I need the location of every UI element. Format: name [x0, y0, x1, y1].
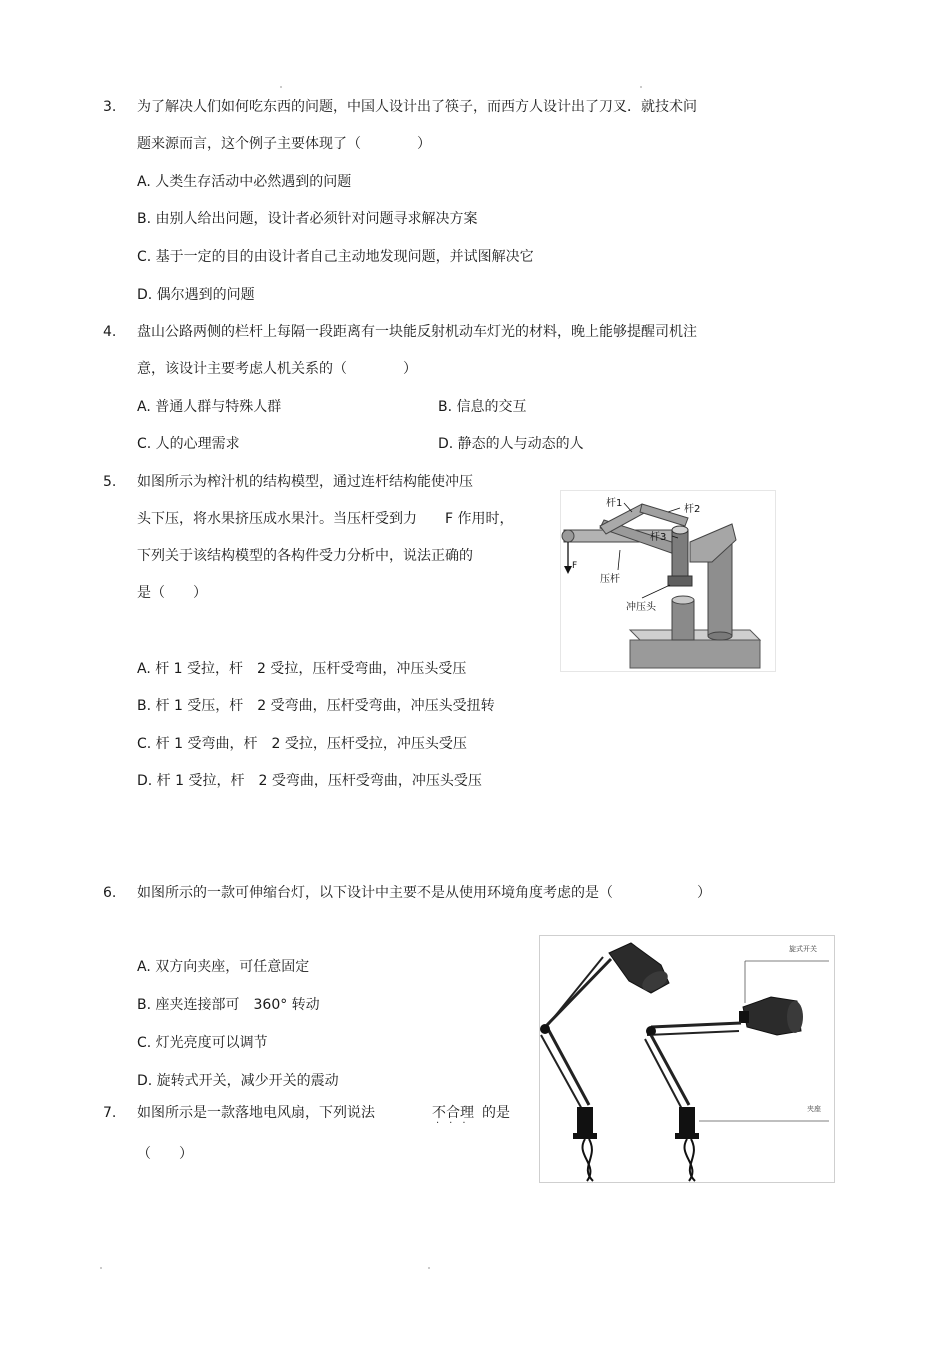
- question-stem-line: 的是: [482, 1105, 510, 1121]
- question-number: 7.: [103, 1105, 117, 1121]
- desk-lamp-figure: [539, 935, 835, 1183]
- option-d: D. 杆 1 受拉，杆 2 受弯曲，压杆受弯曲，冲压头受压: [137, 773, 482, 789]
- emphasis-dots: ···: [436, 1118, 476, 1129]
- option-a: A. 人类生存活动中必然遇到的问题: [137, 174, 352, 190]
- fruit-cylinder-top: [672, 596, 694, 604]
- question-number: 5.: [103, 474, 117, 490]
- option-b: B. 座夹连接部可 360° 转动: [137, 997, 320, 1013]
- question-stem-line: 头下压，将水果挤压成水果汁。当压杆受到力 F 作用时，: [137, 511, 514, 527]
- question-stem-line: 如图所示是一款落地电风扇，下列说法: [137, 1105, 375, 1121]
- label-rod-1: 杆1: [606, 498, 623, 509]
- question-stem-line: （ ）: [137, 1146, 193, 1162]
- clamp-left: [577, 1107, 593, 1133]
- label-lever: 压杆: [600, 574, 620, 585]
- scan-speck: [280, 86, 282, 88]
- label-clamp: 夹座: [807, 1105, 821, 1113]
- emphasized-text: 不合理: [432, 1105, 474, 1121]
- option-b: B. 信息的交互: [438, 399, 527, 415]
- label-force: F: [572, 561, 578, 571]
- base-block: [630, 640, 760, 668]
- option-d: D. 旋转式开关，减少开关的震动: [137, 1073, 339, 1089]
- question-stem-line: 如图所示的一款可伸缩台灯，以下设计中主要不是从使用环境角度考虑的是（ ）: [137, 885, 711, 901]
- question-stem-line: 是（ ）: [137, 585, 207, 601]
- option-c: C. 基于一定的目的由设计者自己主动地发现问题，并试图解决它: [137, 249, 534, 265]
- scan-speck: [640, 86, 642, 88]
- punch-head: [668, 576, 692, 586]
- option-b: B. 由别人给出问题，设计者必须针对问题寻求解决方案: [137, 211, 478, 227]
- question-stem-line: 题来源而言，这个例子主要体现了（ ）: [137, 136, 431, 152]
- scan-speck: [100, 1267, 102, 1269]
- question-number: 6.: [103, 885, 117, 901]
- option-b: B. 杆 1 受压，杆 2 受弯曲，压杆受弯曲，冲压头受扭转: [137, 698, 495, 714]
- question-stem-line: 盘山公路两侧的栏杆上每隔一段距离有一块能反射机动车灯光的材料，晚上能够提醒司机注: [137, 324, 697, 340]
- fruit-cylinder: [672, 600, 694, 640]
- option-a: A. 杆 1 受拉，杆 2 受拉，压杆受弯曲，冲压头受压: [137, 661, 467, 677]
- question-stem-line: 下列关于该结构模型的各构件受力分析中，说法正确的: [137, 548, 473, 564]
- option-c: C. 灯光亮度可以调节: [137, 1035, 268, 1051]
- juicer-structure-figure: [560, 490, 776, 672]
- label-rod-3: 杆3: [650, 532, 667, 543]
- label-switch: 旋式开关: [789, 945, 817, 953]
- option-c: C. 杆 1 受弯曲，杆 2 受拉，压杆受拉，冲压头受压: [137, 736, 467, 752]
- clamp-right: [679, 1107, 695, 1133]
- rotary-switch: [739, 1011, 749, 1023]
- label-punch-head: 冲压头: [626, 602, 656, 613]
- question-number: 3.: [103, 99, 117, 115]
- question-stem-line: 为了解决人们如何吃东西的问题，中国人设计出了筷子，而西方人设计出了刀叉．就技术问: [137, 99, 697, 115]
- base-top: [630, 630, 760, 640]
- question-stem-line: 如图所示为榨汁机的结构模型，通过连杆结构能使冲压: [137, 474, 473, 490]
- scan-speck: [428, 1267, 430, 1269]
- question-number: 4.: [103, 324, 117, 340]
- option-c: C. 人的心理需求: [137, 436, 240, 452]
- option-a: A. 普通人群与特殊人群: [137, 399, 282, 415]
- option-a: A. 双方向夹座，可任意固定: [137, 959, 310, 975]
- question-stem-line: 意，该设计主要考虑人机关系的（ ）: [137, 361, 417, 377]
- option-d: D. 偶尔遇到的问题: [137, 287, 255, 303]
- label-rod-2: 杆2: [684, 504, 701, 515]
- option-d: D. 静态的人与动态的人: [438, 436, 584, 452]
